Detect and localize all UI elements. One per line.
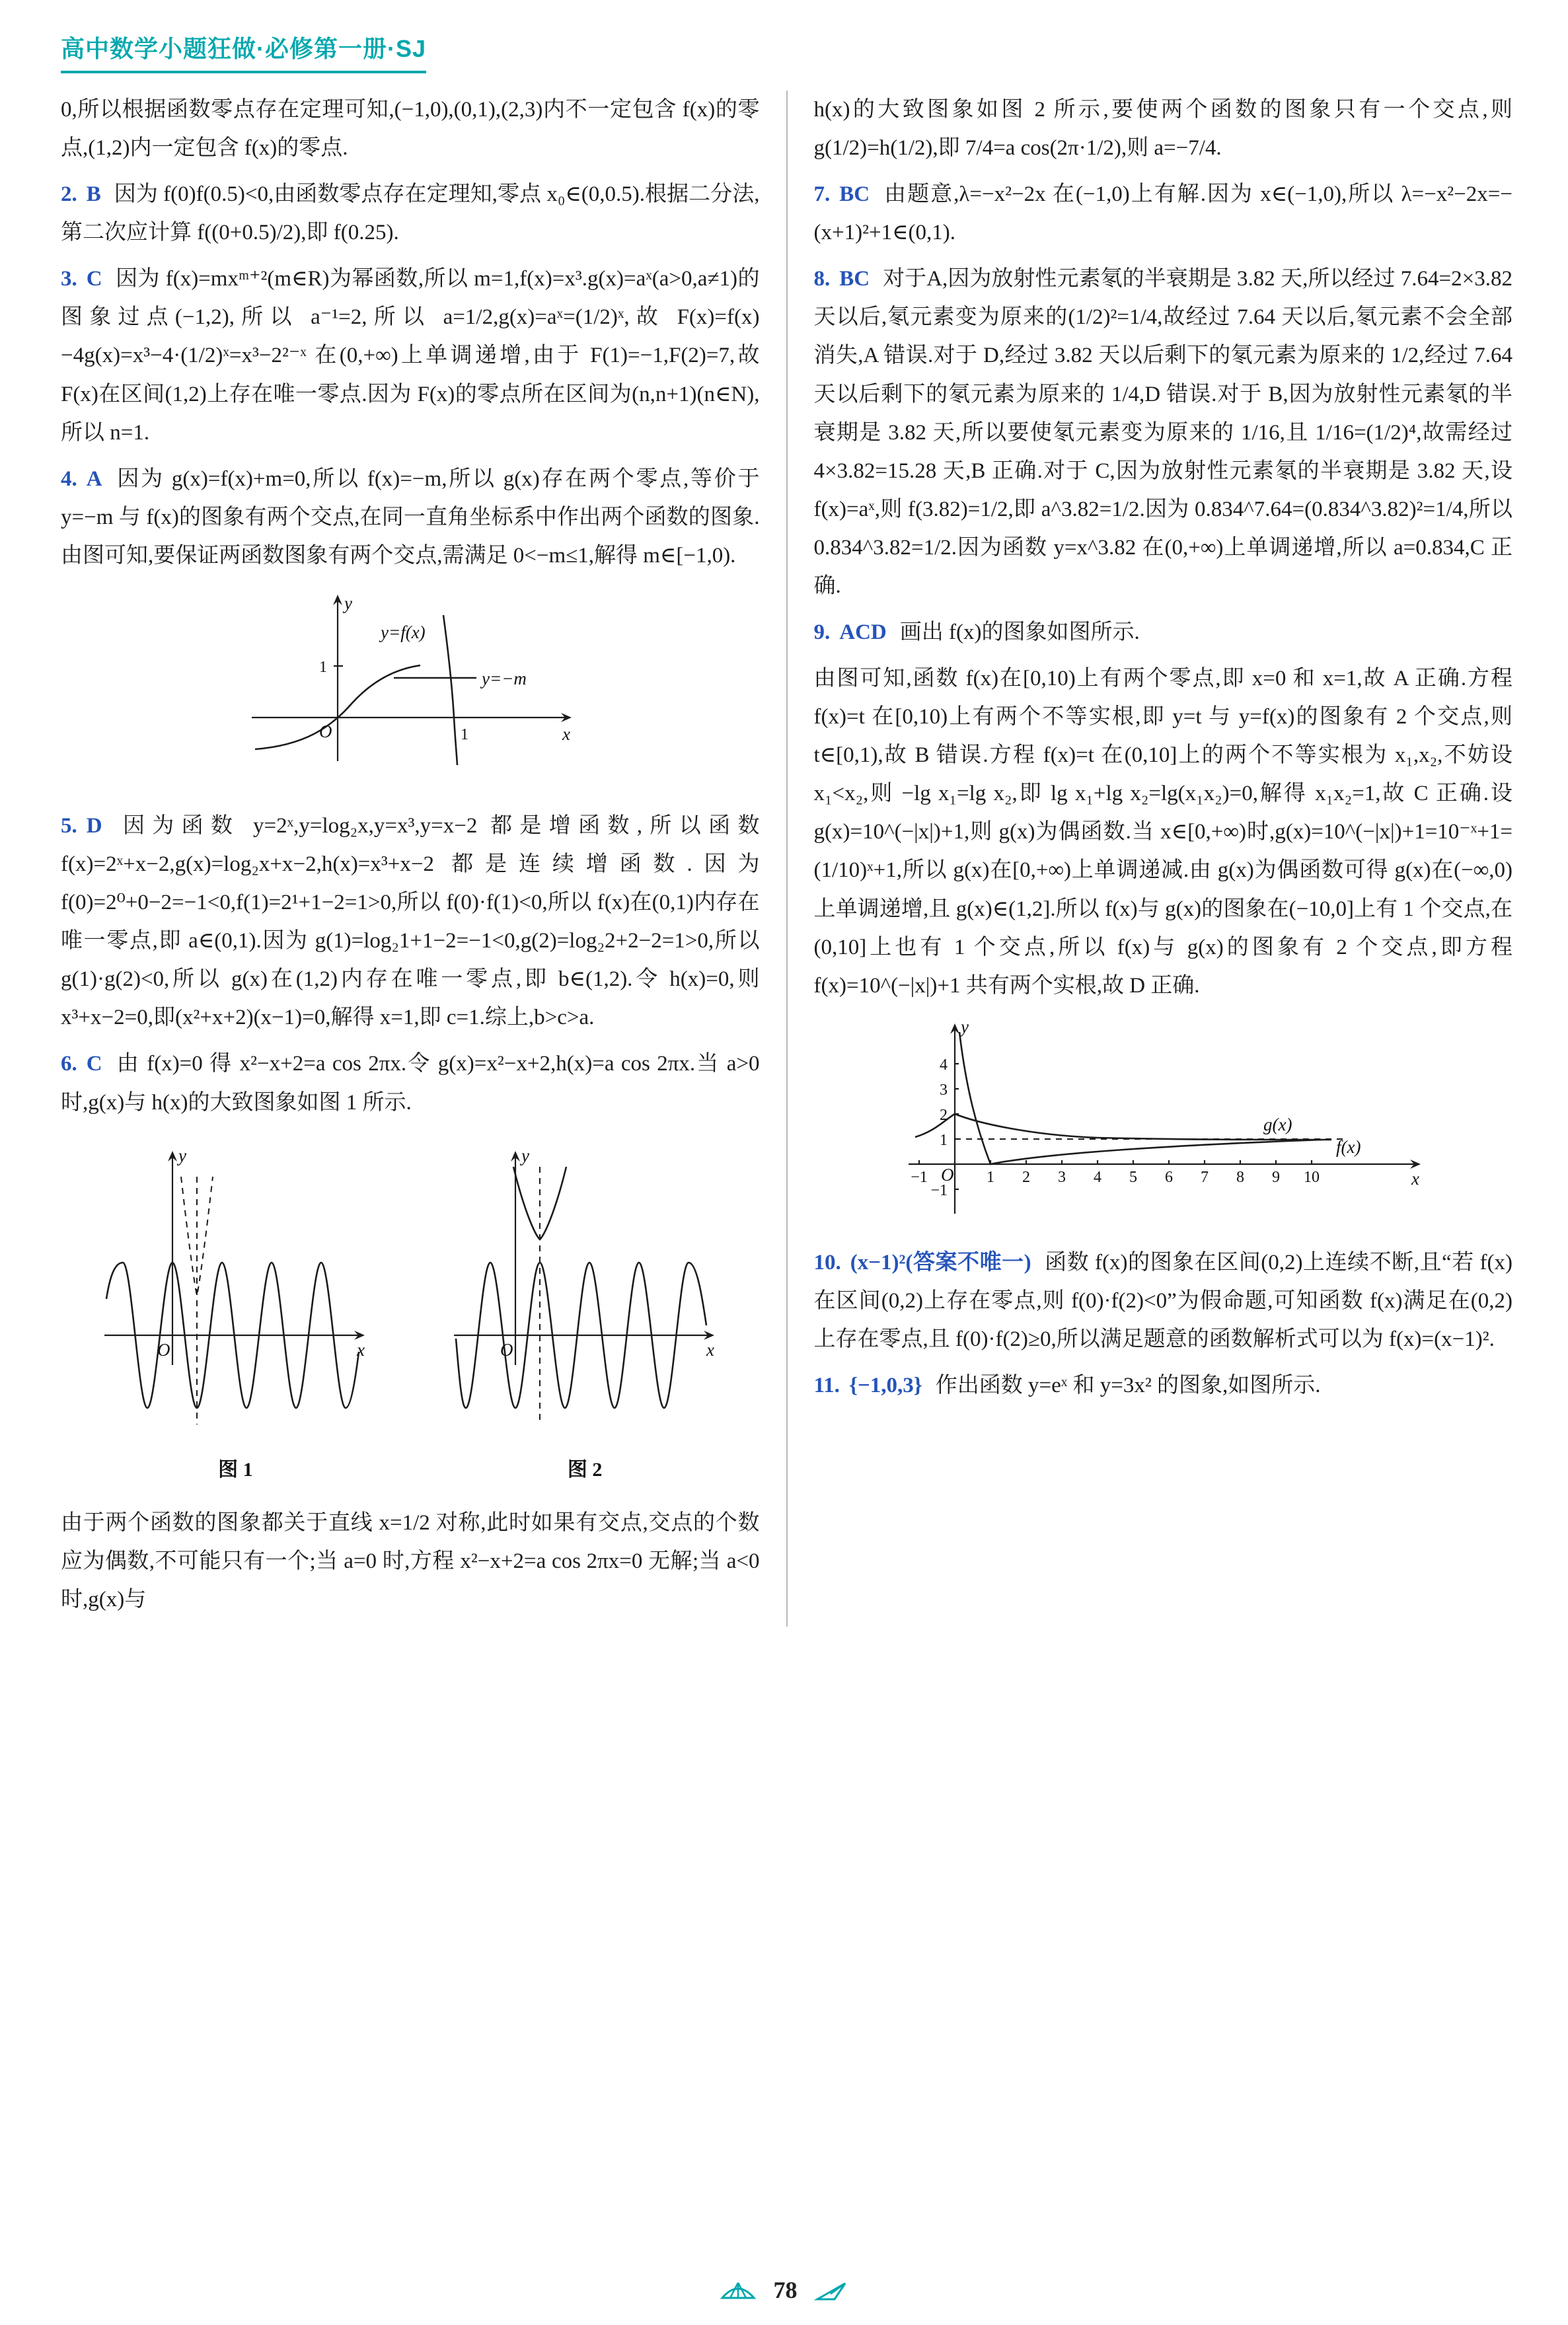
solution-4: [61, 460, 760, 575]
x-axis-label: x: [562, 723, 570, 744]
solution-7: [814, 175, 1513, 252]
page-number: 78: [773, 2277, 798, 2303]
f-curve-label: f(x): [1336, 1136, 1361, 1157]
page-footer: [0, 2276, 1568, 2304]
answer-label: C: [86, 1052, 102, 1076]
solution-continuation-2: [61, 1504, 760, 1619]
solution-9: [814, 613, 1513, 651]
ytick-1: 1: [940, 1131, 948, 1149]
answer-label: ACD: [839, 620, 887, 645]
problem-number: 7.: [813, 182, 831, 207]
figure-1-caption: 图 1: [218, 1458, 253, 1481]
ytick-3: 3: [940, 1081, 948, 1099]
xtick-9: 9: [1272, 1168, 1281, 1186]
problem-number: 4.: [61, 466, 77, 491]
origin-label: O: [941, 1164, 954, 1185]
brand-logo-icon: [720, 2278, 757, 2302]
left-column: [61, 91, 786, 1627]
figure-q9-plot: [892, 1015, 1434, 1220]
solution-text: 函数 f(x)的图象在区间(0,2)上连续不断,且“若 f(x)在区间(0,2)上存在零点,则 f(0)·f(2)<0”为假命题,可知函数 f(x)满足在(0,2)上存在零点,且 f(0)·f(2)≥0,所以满足题意的函数解析式可以为 f(x)=(x−1)².: [813, 1250, 1513, 1352]
answer-label: A: [86, 466, 102, 491]
y-axis-label: y: [961, 1016, 969, 1037]
xtick-1-label: 1: [460, 725, 468, 743]
solution-text: 0,所以根据函数零点存在定理可知,(−1,0),(0,1),(2,3)内不一定包含 f(x)的零点,(1,2)内一定包含 f(x)的零点.: [61, 98, 760, 161]
ytick-4: 4: [940, 1056, 948, 1074]
figure-2-caption: 图 2: [567, 1458, 603, 1481]
x-axis-label: x: [1411, 1168, 1420, 1189]
problem-number: 2.: [61, 182, 77, 207]
xtick-3: 3: [1058, 1168, 1066, 1186]
answer-label: D: [86, 814, 102, 838]
problem-number: 8.: [813, 267, 831, 291]
solution-11: [814, 1366, 1513, 1405]
xtick-7: 7: [1201, 1168, 1209, 1186]
xtick-10: 10: [1304, 1168, 1320, 1186]
solution-8: [814, 260, 1513, 605]
page-header-title: 高中数学小题狂做·必修第一册·SJ: [61, 30, 426, 73]
xtick-6: 6: [1165, 1168, 1174, 1186]
figure-q9: [814, 1015, 1513, 1233]
solution-text: 因为 g(x)=f(x)+m=0,所以 f(x)=−m,所以 g(x)存在两个零点,等价于 y=−m 与 f(x)的图象有两个交点,在同一直角坐标系中作出两个函数的图象.由图可知,要保证两函数图象有两个交点,需满足 0<−m≤1,解得 m∈[−1,0).: [61, 466, 760, 568]
ytick-neg1: −1: [930, 1181, 948, 1199]
solution-text: 由 f(x)=0 得 x²−x+2=a cos 2πx.令 g(x)=x²−x+2,h(x)=a cos 2πx.当 a>0 时,g(x)与 h(x)的大致图象如图 1 所示.: [61, 1052, 760, 1115]
solution-continuation-3: [814, 91, 1513, 167]
problem-number: 3.: [61, 267, 77, 291]
paper-plane-icon: [815, 2278, 849, 2302]
solution-text: 画出 f(x)的图象如图所示.: [899, 620, 1140, 645]
figure-2: [433, 1140, 737, 1488]
hline-label: y=−m: [481, 668, 527, 688]
f-curve: [959, 1032, 1322, 1164]
origin-label: O: [500, 1339, 513, 1360]
problem-number: 6.: [61, 1052, 77, 1076]
xtick-5: 5: [1129, 1168, 1138, 1186]
xtick-4: 4: [1094, 1168, 1102, 1186]
x-axis-label: x: [357, 1339, 365, 1360]
figure-1-plot: [83, 1140, 387, 1438]
content-columns: [0, 73, 1568, 1627]
solution-10: [814, 1243, 1513, 1358]
solution-text: 对于A,因为放射性元素氡的半衰期是 3.82 天,所以经过 7.64=2×3.82 天以后,氡元素变为原来的(1/2)²=1/4,故经过 7.64 天以后,氡元素不会全部消失,A 错误.对于 D,经过 3.82 天以后剩下的氡元素为原来的 1/2,经过 7.64 天以后剩下的氡元素为原来的 1/4,D 错误.对于 B,因为放射性元素氡的半衰期是 3.82 天,所以要使氡元素变为原来的 1/16,且 1/16=(1/2)⁴,故需经过 4×3.82=15.28 天,B 正确.对于 C,因为放射性元素氡的半衰期是 3.82 天,设 f(x)=aˣ,则 f(3.82)=1/2,即 a^3.82=1/2.因为 0.834^7.64=(0.834^3.82)²=1/4,所以 0.834^3.82=1/2.因为函数 y=x^3.82 在(0,+∞)上单调递增,所以 a=0.834,C 正确.: [813, 267, 1512, 598]
figure-pair-row: [61, 1130, 760, 1498]
answer-label: B: [86, 182, 101, 207]
origin-label: O: [318, 721, 332, 741]
g-curve-label: g(x): [1263, 1114, 1292, 1134]
figure-2-plot: [433, 1140, 737, 1438]
y-axis-label: y: [344, 593, 352, 613]
figure-q4: [61, 585, 760, 796]
ytick-1-label: 1: [318, 658, 327, 676]
solution-text: 作出函数 y=eˣ 和 y=3x² 的图象,如图所示.: [935, 1374, 1321, 1398]
solution-continuation: [61, 91, 760, 167]
solution-text: 由于两个函数的图象都关于直线 x=1/2 对称,此时如果有交点,交点的个数应为偶数,不可能只有一个;当 a=0 时,方程 x²−x+2=a cos 2πx=0 无解;当 a<0 时,g(x)与: [61, 1510, 760, 1611]
solution-5: [61, 807, 760, 1037]
answer-label: BC: [839, 182, 870, 207]
problem-number: 11.: [813, 1374, 840, 1398]
xtick-1: 1: [987, 1168, 995, 1186]
solution-text: 因为 f(x)=mxᵐ⁺²(m∈R)为幂函数,所以 m=1,f(x)=x³.g(x)=aˣ(a>0,a≠1)的图象过点(−1,2),所以 a⁻¹=2,所以 a=1/2,g(x)=aˣ=(1/2)ˣ,故 F(x)=f(x)−4g(x)=x³−4·(1/2)ˣ=x³−2²⁻ˣ 在(0,+∞)上单调递增,由于 F(1)=−1,F(2)=7,故 F(x)在区间(1,2)上存在唯一零点.因为 F(x)的零点所在区间为(n,n+1)(n∈N),所以 n=1.: [61, 267, 760, 445]
ytick-2: 2: [940, 1106, 948, 1124]
xtick-8: 8: [1236, 1168, 1245, 1186]
solution-text: 由题意,λ=−x²−2x 在(−1,0)上有解.因为 x∈(−1,0),所以 λ=−x²−2x=−(x+1)²+1∈(0,1).: [813, 182, 1512, 245]
solution-text: 由图可知,函数 f(x)在[0,10)上有两个零点,即 x=0 和 x=1,故 A 正确.方程 f(x)=t 在[0,10)上有两个不等实根,即 y=t 与 y=f(x)的图象有 2 个交点,则 t∈[0,1),故 B 错误.方程 f(x)=t 在(0,10]上的两个不等实根为 x₁,x₂,不妨设 x₁<x₂,则 −lg x₁=lg x₂,即 lg x₁+lg x₂=lg(x₁x₂)=0,解得 x₁x₂=1,故 C 正确.设 g(x)=10^(−|x|)+1,则 g(x)为偶函数.当 x∈[0,+∞)时,g(x)=10^(−|x|)+1=10⁻ˣ+1=(1/10)ˣ+1,所以 g(x)在[0,+∞)上单调递减.由 g(x)为偶函数可得 g(x)在(−∞,0)上单调递增,且 g(x)∈(1,2].所以 f(x)与 g(x)的图象在(−10,0]上有 1 个交点,在(0,10]上也有 1 个交点,所以 f(x)与 g(x)的图象有 2 个交点,即方程 f(x)=10^(−|x|)+1 共有两个实根,故 D 正确.: [813, 667, 1512, 998]
problem-number: 5.: [61, 814, 77, 838]
page-header: [0, 0, 1568, 73]
f-curve-right-branch: [443, 615, 457, 765]
answer-label: (x−1)²(答案不唯一): [850, 1250, 1031, 1274]
right-column: [786, 91, 1513, 1627]
solution-text: h(x)的大致图象如图 2 所示,要使两个函数的图象只有一个交点,则 g(1/2)=h(1/2),即 7/4=a cos(2π·1/2),则 a=−7/4.: [813, 98, 1512, 161]
curve-label: y=f(x): [380, 622, 426, 642]
xtick-neg1: −1: [911, 1168, 928, 1186]
solution-2: [61, 175, 760, 252]
solution-9-analysis: [814, 659, 1513, 1005]
answer-label: BC: [839, 267, 870, 291]
problem-number: 9.: [813, 620, 831, 645]
x-axis-label: x: [706, 1339, 715, 1360]
solution-text: 因为 f(0)f(0.5)<0,由函数零点存在定理知,零点 x₀∈(0,0.5).根据二分法,第二次应计算 f((0+0.5)/2),即 f(0.25).: [61, 182, 760, 245]
figure-q4-plot: [239, 585, 582, 784]
xtick-2: 2: [1022, 1168, 1031, 1186]
solution-text: 因为函数 y=2ˣ,y=log₂x,y=x³,y=x−2 都是增函数,所以函数 f(x)=2ˣ+x−2,g(x)=log₂x+x−2,h(x)=x³+x−2 都是连续增函数.因为 f(0)=2⁰+0−2=−1<0,f(1)=2¹+1−2=1>0,所以 f(0)·f(1)<0,所以 f(x)在(0,1)内存在唯一零点,即 a∈(0,1).因为 g(1)=log₂1+1−2=−1<0,g(2)=log₂2+2−2=1>0,所以 g(1)·g(2)<0,所以 g(x)在(1,2)内存在唯一零点,即 b∈(1,2).令 h(x)=0,则 x³+x−2=0,即(x²+x+2)(x−1)=0,解得 x=1,即 c=1.综上,b>c>a.: [61, 814, 760, 1030]
origin-label: O: [157, 1339, 170, 1360]
answer-label: C: [86, 267, 102, 291]
figure-1: [83, 1140, 387, 1488]
problem-number: 10.: [813, 1250, 841, 1274]
solution-3: [61, 260, 760, 451]
y-axis-label: y: [521, 1145, 530, 1165]
answer-label: {−1,0,3}: [848, 1374, 922, 1398]
y-axis-label: y: [178, 1145, 187, 1165]
solution-6: [61, 1045, 760, 1121]
